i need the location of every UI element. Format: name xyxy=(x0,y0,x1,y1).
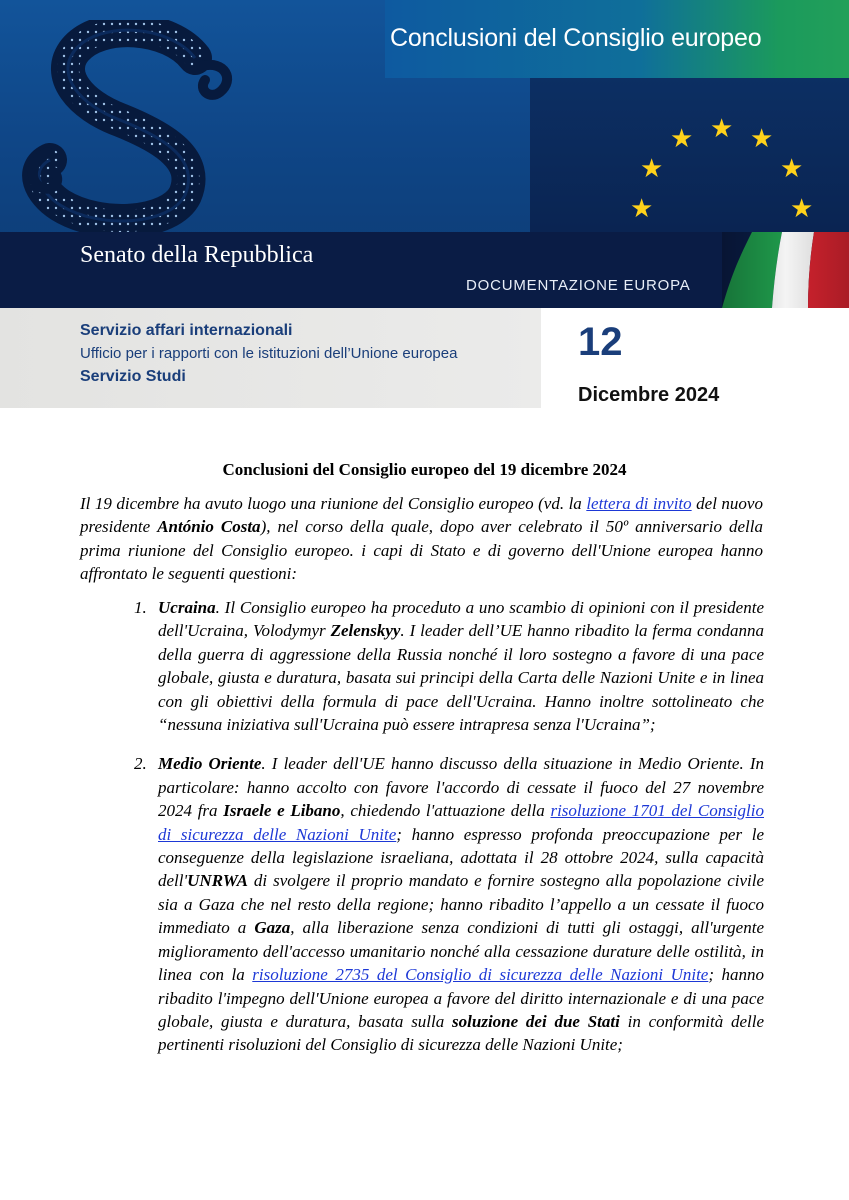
highlight-term: soluzione dei due Stati xyxy=(452,1011,620,1031)
item-text: in conformità delle pertinenti risoluzioni del Consiglio di sicurezza delle Nazioni Unite; xyxy=(158,1011,764,1055)
item-text: . Il Consiglio europeo ha proceduto a uno scambio di opinioni con il presidente dell'Ucraina, Volodymyr xyxy=(158,598,764,641)
item-text: . I leader dell'UE hanno discusso della situazione in Medio Oriente. In particolare: hanno accolto con favore l'accordo di cessate il fuoco del 27 novembre 2024 fra xyxy=(158,754,764,821)
president-name: António Costa xyxy=(157,517,261,537)
highlight-term: UNRWA xyxy=(187,871,248,891)
intro-text: del nuovo presidente xyxy=(80,494,763,537)
item-text: ; hanno ribadito l'impegno dell'Unione europea a favore del diritto internazionale e di una pace globale, giusta e duratura, basata sulla xyxy=(158,965,765,1031)
highlight-term: Gaza xyxy=(254,918,291,938)
item-text: , chiedendo l'attuazione della xyxy=(340,801,551,821)
italian-flag-icon xyxy=(722,232,849,308)
issue-date: Dicembre 2024 xyxy=(578,384,720,406)
intro-text: Il 19 dicembre ha avuto luogo una riunione del Consiglio europeo (vd. la xyxy=(80,494,587,513)
highlight-term: Israele e Libano xyxy=(223,801,341,821)
list-number: 2. xyxy=(134,754,147,774)
item-text: di svolgere il proprio mandato e fornire sostegno alla popolazione civile sia a Gaza che nel resto della regione; hanno ribadito l’appello a un cessate il fuoco immediato a xyxy=(158,871,764,938)
eu-star-icon: ★ xyxy=(670,124,694,154)
resolution-2735-link[interactable]: risoluzione 2735 del Consiglio di sicurezza delle Nazioni Unite xyxy=(252,965,709,985)
header-banner xyxy=(0,0,849,308)
item-text: ; hanno espresso profonda preoccupazione per le conseguenze della legislazione israeliana, adottata il 28 ottobre 2024, sulla capacità dell' xyxy=(158,824,765,891)
highlight-name: Zelenskyy xyxy=(330,621,401,641)
service-line-1: Servizio affari internazionali xyxy=(80,322,293,339)
topics-list xyxy=(80,596,764,1057)
eu-star-icon: ★ xyxy=(790,194,814,224)
eu-star-icon: ★ xyxy=(640,154,664,184)
eu-star-icon: ★ xyxy=(630,194,654,224)
list-item-ukraine xyxy=(80,596,764,736)
eu-star-icon: ★ xyxy=(710,114,734,144)
document-title: Conclusioni del Consiglio europeo del 19 dicembre 2024 xyxy=(222,460,627,479)
section-name: DOCUMENTAZIONE EUROPA xyxy=(466,277,691,294)
eu-star-icon: ★ xyxy=(750,124,774,154)
intro-text: ), nel corso della quale, dopo aver celebrato il 50º anniversario della prima riunione del Consiglio europeo. i capi di Stato e di governo dell'Unione europea hanno affrontato le seguenti questioni: xyxy=(80,517,764,584)
list-item-middle-east xyxy=(80,752,764,1056)
senato-s-logo-icon xyxy=(20,20,250,232)
service-line-3: Servizio Studi xyxy=(80,368,186,385)
invitation-letter-link[interactable]: lettera di invito xyxy=(586,494,692,513)
topic-heading: Ucraina xyxy=(158,598,216,617)
series-title: Conclusioni del Consiglio europeo xyxy=(390,24,762,52)
resolution-1701-link[interactable]: risoluzione 1701 del Consiglio di sicurezza delle Nazioni Unite xyxy=(158,801,764,844)
item-text: . I leader dell’UE hanno ribadito la ferma condanna della guerra di aggressione della Russia nonché il loro sostegno a favore di una pace globale, giusta e duratura, basata sui principi della Carta delle Nazioni Unite e in linea con gli obiettivi della formula di pace dell'Ucraina. Hanno inoltre sottolineato che “nessuna iniziativa sull'Ucraina può essere intrapresa senza l'Ucraina”; xyxy=(158,621,765,735)
intro-paragraph xyxy=(80,492,763,586)
topic-heading: Medio Oriente xyxy=(158,754,262,774)
service-line-2: Ufficio per i rapporti con le istituzioni dell’Unione europea xyxy=(80,345,458,362)
item-text: , alla liberazione senza condizioni di tutti gli ostaggi, all'urgente miglioramento dell'accesso umanitario nonché alla cessazione durature delle ostilità, in linea con la xyxy=(158,918,764,985)
list-number: 1. xyxy=(134,598,147,617)
eu-star-icon: ★ xyxy=(780,154,804,184)
institution-name: Senato della Repubblica xyxy=(80,242,314,268)
issue-number: 12 xyxy=(578,320,623,364)
